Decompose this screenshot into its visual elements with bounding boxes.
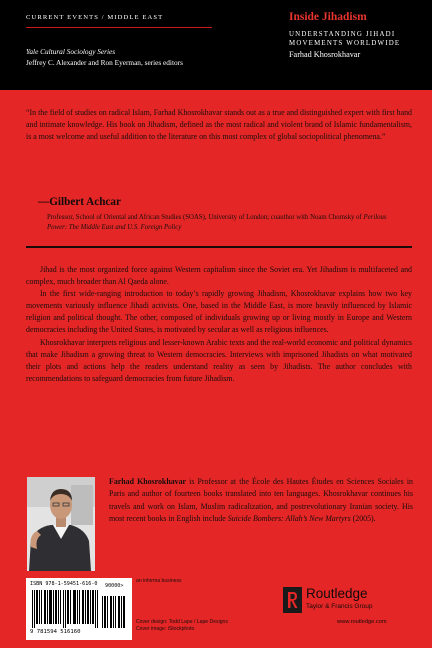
description-paragraph: In the first wide-ranging introduction to today’s rapidly growing Jihadism, Khosrokhavar explains how two key movements variously influence Jihadi activists. One, based in the Middle East, is more heavily influenced by Islamic religion and political thought. The other, composed of individuals growing up or living mostly in Europe and Western democracies including the United States, is motivated by secular as well as religious influences.	[26, 289, 412, 335]
category-label: CURRENT EVENTS / MIDDLE EAST	[26, 14, 164, 21]
book-subtitle: UNDERSTANDING JIHADI MOVEMENTS WORLDWIDE	[289, 31, 401, 48]
isbn-number: 9 781594 516160	[30, 629, 81, 635]
publisher-group: Taylor & Francis Group	[306, 603, 373, 610]
imprint-line: an informa business	[136, 578, 182, 584]
series-editors: Jeffrey C. Alexander and Ron Eyerman, series editors	[26, 58, 183, 67]
isbn-barcode	[26, 578, 132, 640]
cover-image-credit: Cover image: iStockphoto	[136, 626, 195, 633]
description-paragraph: Khosrokhavar interprets religious and lesser-known Arabic texts and the real-world economic and political dynamics that make Jihadism a growing threat to Western democracies. Interviews with imprisoned Jihadists on what motivated their plots and actions help the readers understand reality as seen by Jihadists. The author concludes with recommendations to safeguard democracies from future Jihadism.	[26, 337, 412, 383]
bio-book-title: Suicide Bombers: Allah’s New Martyrs	[227, 513, 351, 523]
series-name: Yale Cultural Sociology Series	[26, 47, 116, 56]
barcode-bars	[32, 590, 98, 628]
publisher-name: Routledge	[306, 586, 368, 601]
book-description	[26, 264, 412, 385]
endorser-name: —Gilbert Achcar	[38, 196, 121, 208]
book-title: Inside Jihadism	[289, 11, 367, 23]
bio-year: (2005).	[350, 513, 376, 523]
cover-design-credit: Cover design: Todd Lape / Lape Designs	[136, 619, 228, 625]
description-paragraph: Jihad is the most organized force against Western capitalism since the Soviet era. Yet Jihadism is multifaceted and complex, much broader than Al Qaeda alone.	[26, 265, 412, 287]
author-photo	[27, 477, 95, 571]
isbn-label: ISBN 978-1-59451-616-0	[30, 581, 98, 587]
endorsement-quote: “In the field of studies on radical Islam, Farhad Khosrokhavar stands out as a true and distinguished expert with first hand and intimate knowledge. His book on Jihadism, defined as the most radical and violent brand of Islamic fundamentalism, is a most welcome and useful addition to the literature on this most complex of global sociopolitical phenomena.”	[26, 108, 412, 142]
barcode-add-on-bars	[102, 590, 126, 628]
section-divider	[26, 246, 412, 248]
routledge-logo-icon	[283, 587, 302, 613]
barcode-add-on-number: 90000>	[105, 583, 124, 589]
author-bio	[109, 476, 413, 525]
bio-author-name: Farhad Khosrokhavar	[109, 477, 187, 486]
header-divider	[26, 27, 212, 28]
cover-credits	[136, 619, 228, 633]
affiliation-book-title: Perilous Power: The Middle East and U.S. Foreign Policy	[47, 214, 387, 232]
header-band	[0, 0, 432, 90]
affiliation-text: Professor, School of Oriental and African Studies (SOAS), University of London; coauthor with Noam Chomsky of	[47, 214, 364, 221]
endorser-affiliation	[47, 213, 405, 234]
book-author: Farhad Khosrokhavar	[289, 50, 361, 59]
bio-text: is Professor at the École des Hautes Études en Sciences Sociales in Paris and author of fourteen books translated into ten languages. Khosrokhavar continues his travels and work on Islam, Muslim radicalization, and postrevolutionary Iranian society. His most recent books in English include	[109, 477, 413, 523]
publisher-url[interactable]: www.routledge.com	[337, 619, 387, 625]
